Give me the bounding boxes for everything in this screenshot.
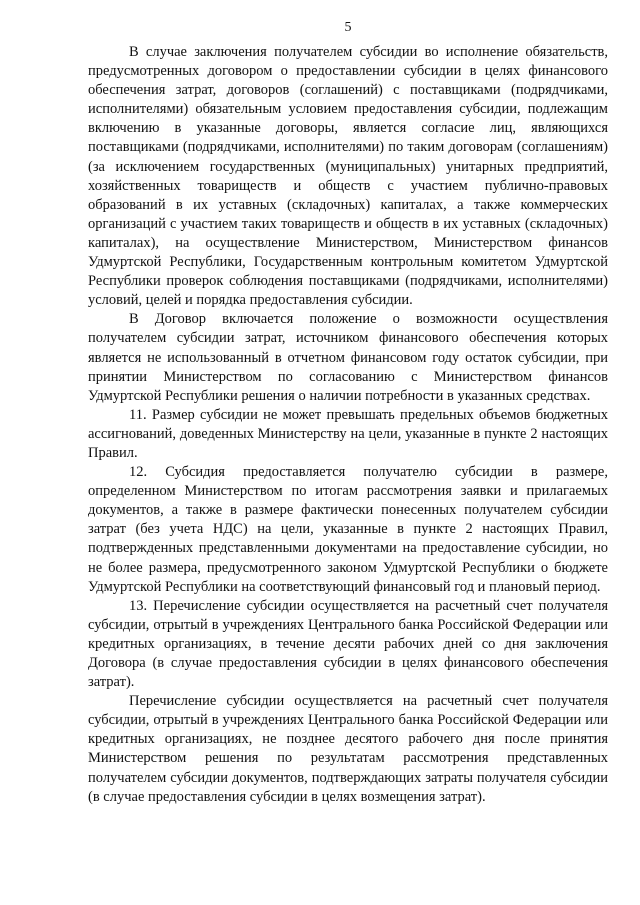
document-body	[88, 43, 608, 807]
paragraph-11-subsidy-limit: 11. Размер субсидии не может превышать предельных объемов бюджетных ассигнований, доведенных Министерству на цели, указанные в пункте 2 настоящих Правил.	[88, 406, 608, 461]
paragraph-subcontractor-consent: В случае заключения получателем субсидии во исполнение обязательств, предусмотренных договором о предоставлении субсидии в целях финансового обеспечения затрат, договоров (соглашений) с поставщиками (подрядчиками, исполнителями) обязательным условием предоставления субсидии, подлежащим включению в указанные договоры, является согласие лиц, являющихся поставщиками (подрядчиками, исполнителями) по таким договорам (соглашениям) (за исключением государственных (муниципальных) унитарных предприятий, хозяйственных товариществ и обществ с участием публично-правовых образований в их уставных (складочных) капиталах, а также коммерческих организаций с участием таких товариществ и обществ в их уставных (складочных) капиталах), на осуществление Министерством, Министерством финансов Удмуртской Республики, Государственным контрольным комитетом Удмуртской Республики проверок соблюдения поставщиками (подрядчиками, исполнителями) условий, целей и порядка предоставления субсидии.	[88, 44, 608, 309]
paragraph-transfer-reimbursement: Перечисление субсидии осуществляется на расчетный счет получателя субсидии, отрытый в учреждениях Центрального банка Российской Федерации или кредитных организациях, не позднее десятого рабочего дня после принятия Министерством решения по результатам рассмотрения представленных получателем субсидии документов, подтверждающих затраты получателя субсидии (в случае предоставления субсидии в целях возмещения затрат).	[88, 693, 608, 805]
paragraph-13-transfer-financing: 13. Перечисление субсидии осуществляется на расчетный счет получателя субсидии, отрытый в учреждениях Центрального банка Российской Федерации или кредитных организациях, в течение десяти рабочих дней со дня заключения Договора (в случае предоставления субсидии в целях финансового обеспечения затрат).	[88, 597, 608, 691]
paragraph-12-subsidy-amount: 12. Субсидия предоставляется получателю субсидии в размере, определенном Министерством по итогам рассмотрения заявки и прилагаемых документов, а также в размере фактически понесенных получателем субсидии затрат (без учета НДС) на цели, указанные в пункте 2 настоящих Правил, подтвержденных представленными документами на предоставление субсидии, но не более размера, предусмотренного законом Удмуртской Республики о бюджете Удмуртской Республики на соответствующий финансовый год и плановый период.	[88, 464, 608, 595]
paragraph-unused-balance: В Договор включается положение о возможности осуществления получателем субсидии затрат, источником финансового обеспечения которых является не использованный в отчетном финансовом году остаток субсидии, при принятии Министерством по согласованию с Министерством финансов Удмуртской Республики решения о наличии потребности в указанных средствах.	[88, 311, 608, 404]
page-number: 5	[344, 20, 352, 35]
